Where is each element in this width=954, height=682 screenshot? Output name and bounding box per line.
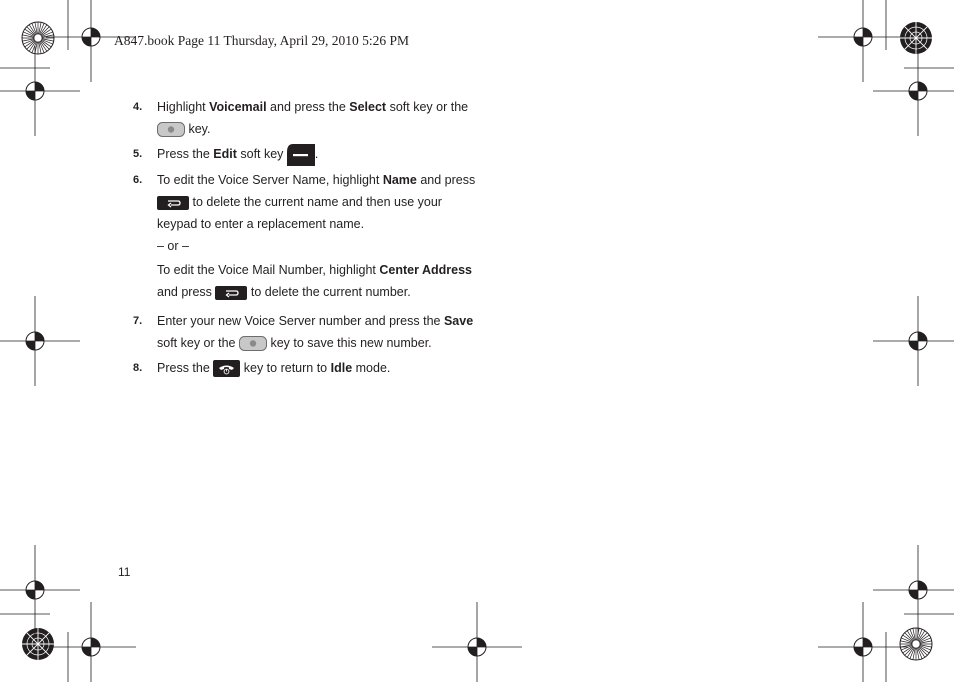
- left-soft-key-icon: [287, 144, 315, 166]
- step-text: Highlight Voicemail and press the Select soft key or the: [157, 100, 469, 114]
- step-text: soft key or the key to save this new number.: [157, 336, 432, 350]
- clear-back-key-icon: [157, 196, 189, 210]
- step-text: keypad to enter a replacement name.: [157, 217, 365, 231]
- step-text: – or –: [157, 239, 189, 253]
- step-text: Enter your new Voice Server number and press the Save: [157, 314, 474, 328]
- center-select-key-icon: [239, 336, 267, 351]
- step-text: To edit the Voice Server Name, highlight Name and press: [157, 173, 476, 187]
- step-text: Press the key to return to Idle mode.: [157, 357, 390, 379]
- step-text: key.: [157, 118, 210, 140]
- step-number: 7.: [133, 315, 143, 327]
- step-number: 5.: [133, 148, 143, 160]
- step-text: to delete the current name and then use your: [157, 191, 442, 213]
- book-header: A847.book Page 11 Thursday, April 29, 2010 5:26 PM: [114, 33, 409, 48]
- step-text: Press the Edit soft key .: [157, 143, 318, 166]
- center-select-key-icon: [157, 122, 185, 137]
- step-text: and press to delete the current number.: [157, 285, 411, 299]
- step-number: 6.: [133, 174, 143, 186]
- step-text: To edit the Voice Mail Number, highlight Center Address: [157, 263, 472, 277]
- clear-back-key-icon: [215, 286, 247, 300]
- step-number: 4.: [133, 101, 143, 113]
- end-power-key-icon: [213, 360, 240, 377]
- page-number: 11: [118, 565, 131, 579]
- step-number: 8.: [133, 362, 143, 374]
